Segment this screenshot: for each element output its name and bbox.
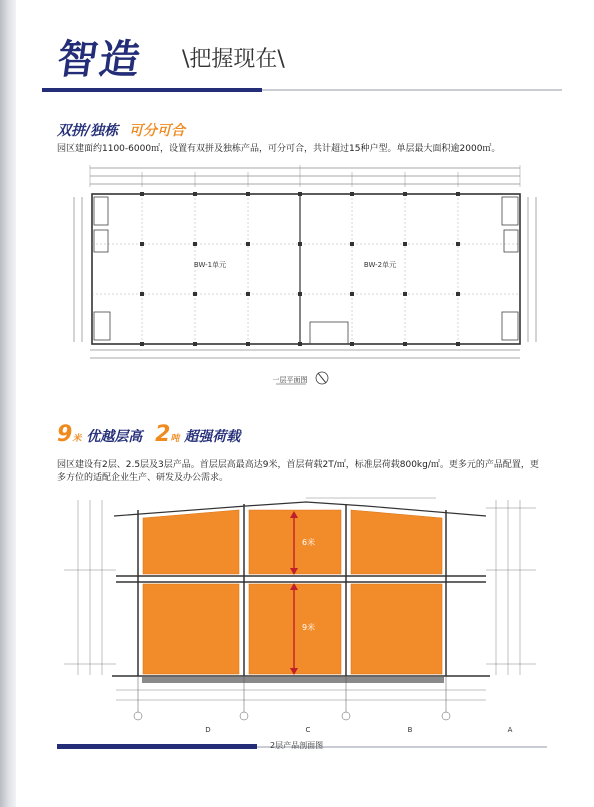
axis-label-b: B bbox=[407, 726, 413, 734]
height-unit: 米 bbox=[72, 434, 82, 444]
section-drawing bbox=[56, 490, 546, 740]
plan-service-cores bbox=[94, 197, 518, 344]
plan-outer-wall bbox=[92, 194, 520, 344]
upper-height-label: 6米 bbox=[302, 538, 316, 547]
load-text: 超强荷载 bbox=[184, 429, 241, 445]
caption-rule-dark bbox=[57, 744, 257, 749]
height-text: 优越层高 bbox=[86, 429, 143, 445]
plan-title: 一层平面图 bbox=[272, 376, 308, 384]
unit1-label: BW-1单元 bbox=[193, 261, 227, 269]
north-arrow-icon bbox=[316, 372, 328, 384]
page-title: 智造 bbox=[54, 37, 145, 83]
header-rule-dark bbox=[42, 88, 262, 92]
section-drawing-caption: 2层产品剖面图 bbox=[270, 741, 324, 750]
unit2-label: BW-2单元 bbox=[363, 261, 397, 269]
section-bays bbox=[143, 510, 442, 674]
height-number: 9 bbox=[57, 422, 73, 447]
axis-label-a: A bbox=[507, 726, 513, 734]
section1-title bbox=[57, 120, 185, 140]
lower-height-label: 9米 bbox=[302, 623, 316, 632]
section2-description: 园区建设有2层、2.5层及3层产品。首层层高最高达9米，首层荷载2T/㎡，标准层荷载800kg/㎡。更多元的产品配置，更多方位的适配企业生产、研发及办公需求。 bbox=[57, 460, 539, 483]
section1-description: 园区建面约1100-6000㎡，设置有双拼及独栋产品，可分可合，共计超过15种户型。单层最大面积逾2000㎡。 bbox=[57, 144, 501, 154]
section1-title-part1: 双拼/独栋 bbox=[57, 123, 119, 139]
section2-title bbox=[57, 422, 240, 447]
floor-plan-drawing bbox=[60, 162, 550, 392]
page-gutter-shadow bbox=[0, 0, 16, 807]
axis-label-d: D bbox=[205, 726, 211, 734]
section-ground-slab bbox=[142, 677, 444, 683]
axis-label-c: C bbox=[305, 726, 311, 734]
plan-grid bbox=[92, 194, 520, 344]
section1-title-part2: 可分可合 bbox=[129, 123, 185, 139]
load-unit: 吨 bbox=[170, 434, 180, 444]
header-rule-light bbox=[262, 89, 562, 91]
plan-dimension-lines bbox=[74, 168, 536, 358]
load-number: 2 bbox=[155, 422, 171, 447]
page-subtitle: \把握现在\ bbox=[182, 47, 285, 72]
